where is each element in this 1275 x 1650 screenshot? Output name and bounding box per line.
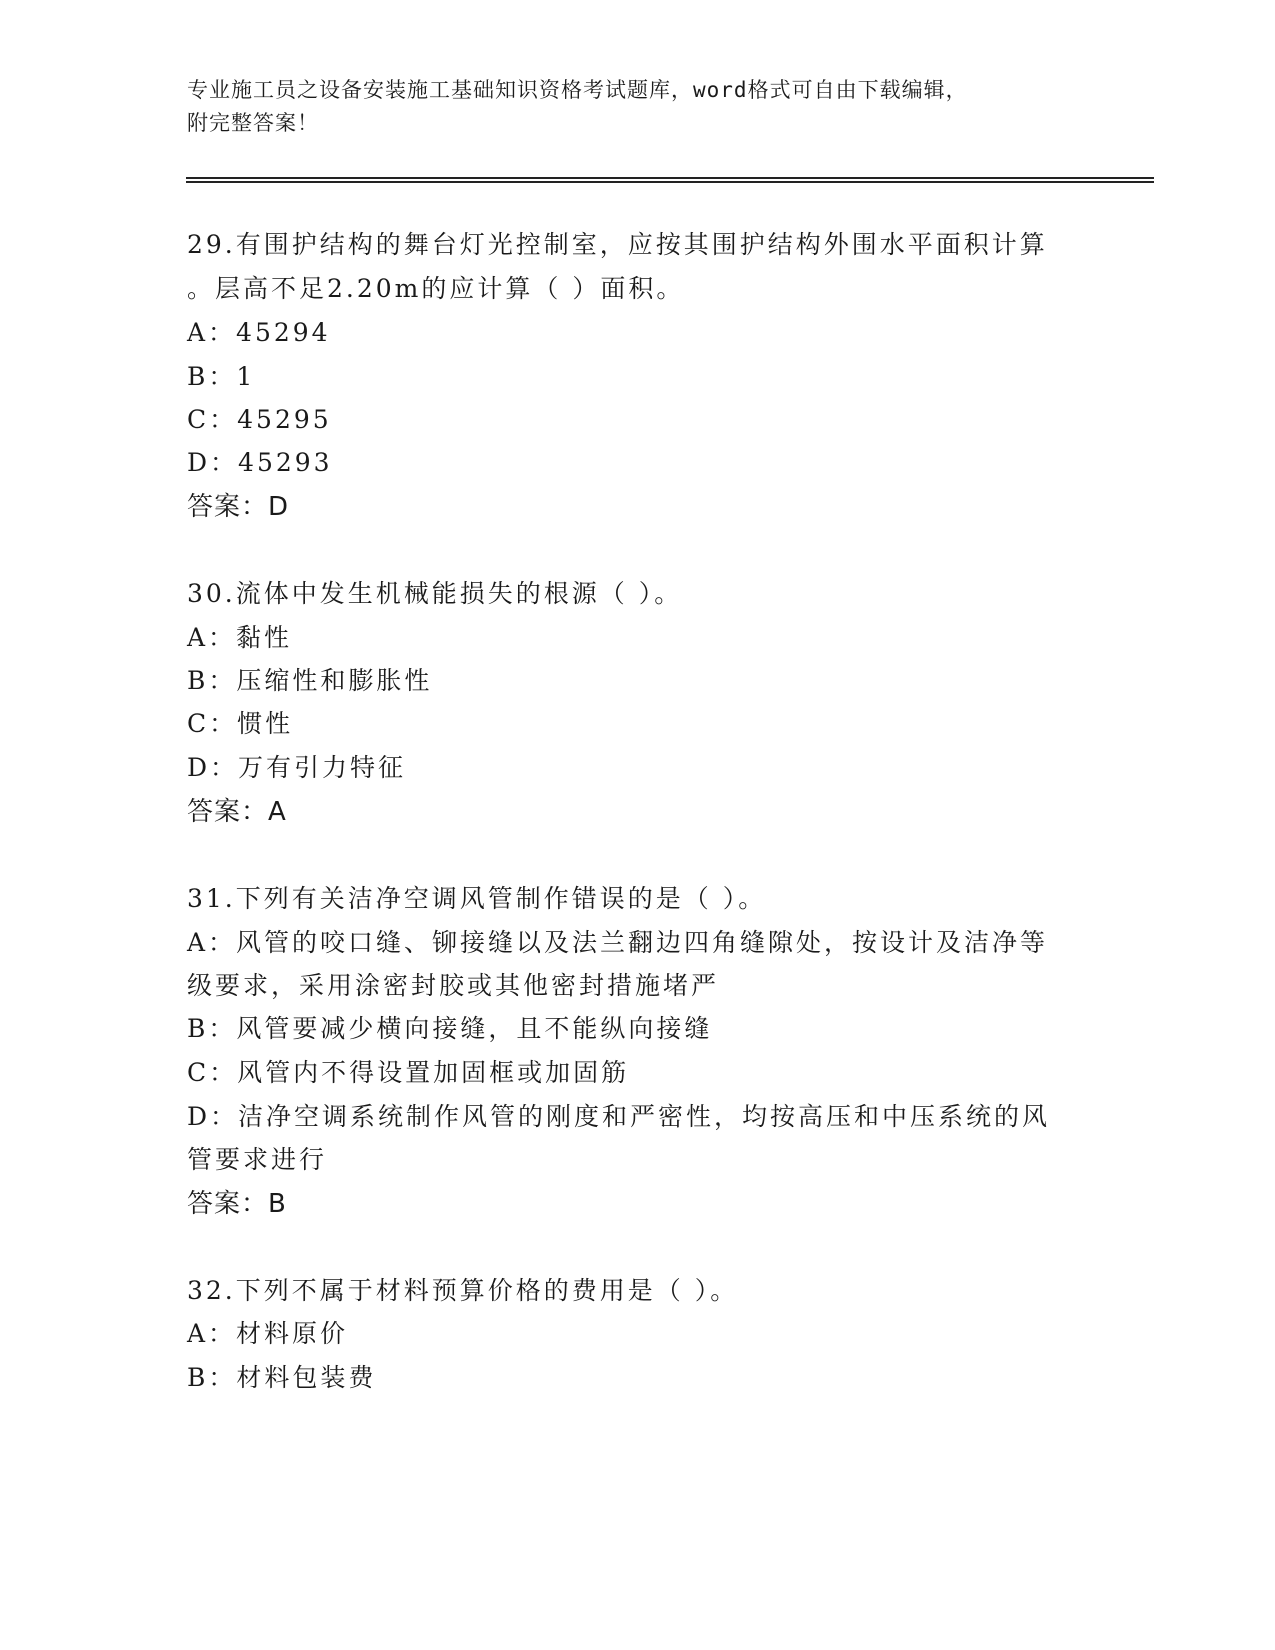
header-divider bbox=[186, 177, 1154, 183]
question-31-stem: 31.下列有关洁净空调风管制作错误的是（ ）。 bbox=[187, 884, 767, 913]
question-29-stem-line-2: 。层高不足2.20m的应计算（ ）面积。 bbox=[187, 274, 685, 303]
question-31-option-a-line-1: A：风管的咬口缝、铆接缝以及法兰翻边四角缝隙处，按设计及洁净等 bbox=[187, 928, 1049, 957]
question-30-option-c: C：惯性 bbox=[187, 709, 294, 738]
question-29-option-b: B：1 bbox=[187, 362, 256, 391]
header-line-1: 专业施工员之设备安装施工基础知识资格考试题库，word格式可自由下载编辑， bbox=[187, 78, 968, 102]
question-31-option-d-line-2: 管要求进行 bbox=[187, 1145, 328, 1174]
question-29-option-a: A：45294 bbox=[187, 318, 331, 347]
question-31-option-a-line-2: 级要求，采用涂密封胶或其他密封措施堵严 bbox=[187, 971, 720, 1000]
question-32-option-a: A：材料原价 bbox=[187, 1319, 349, 1348]
question-31-option-b: B：风管要减少横向接缝，且不能纵向接缝 bbox=[187, 1014, 713, 1043]
question-29-option-c: C：45295 bbox=[187, 405, 332, 434]
question-30-option-a: A：黏性 bbox=[187, 623, 293, 652]
question-31-answer: 答案：B bbox=[187, 1189, 287, 1219]
question-29-option-d: D：45293 bbox=[187, 448, 333, 477]
question-32-option-b: B：材料包装费 bbox=[187, 1363, 377, 1392]
question-29-stem-line-1: 29.有围护结构的舞台灯光控制室，应按其围护结构外围水平面积计算 bbox=[187, 230, 1048, 259]
question-30-answer: 答案：A bbox=[187, 797, 287, 827]
question-31-option-d-line-1: D：洁净空调系统制作风管的刚度和严密性，均按高压和中压系统的风 bbox=[187, 1102, 1051, 1131]
question-30-option-b: B：压缩性和膨胀性 bbox=[187, 666, 433, 695]
header-line-2: 附完整答案！ bbox=[187, 111, 319, 135]
question-31-option-c: C：风管内不得设置加固框或加固筋 bbox=[187, 1058, 630, 1087]
document-header bbox=[187, 74, 1057, 140]
question-32-stem: 32.下列不属于材料预算价格的费用是（ ）。 bbox=[187, 1276, 739, 1305]
question-29-answer: 答案：D bbox=[187, 492, 290, 522]
question-30-stem: 30.流体中发生机械能损失的根源（ ）。 bbox=[187, 579, 683, 608]
question-30-option-d: D：万有引力特征 bbox=[187, 753, 407, 782]
